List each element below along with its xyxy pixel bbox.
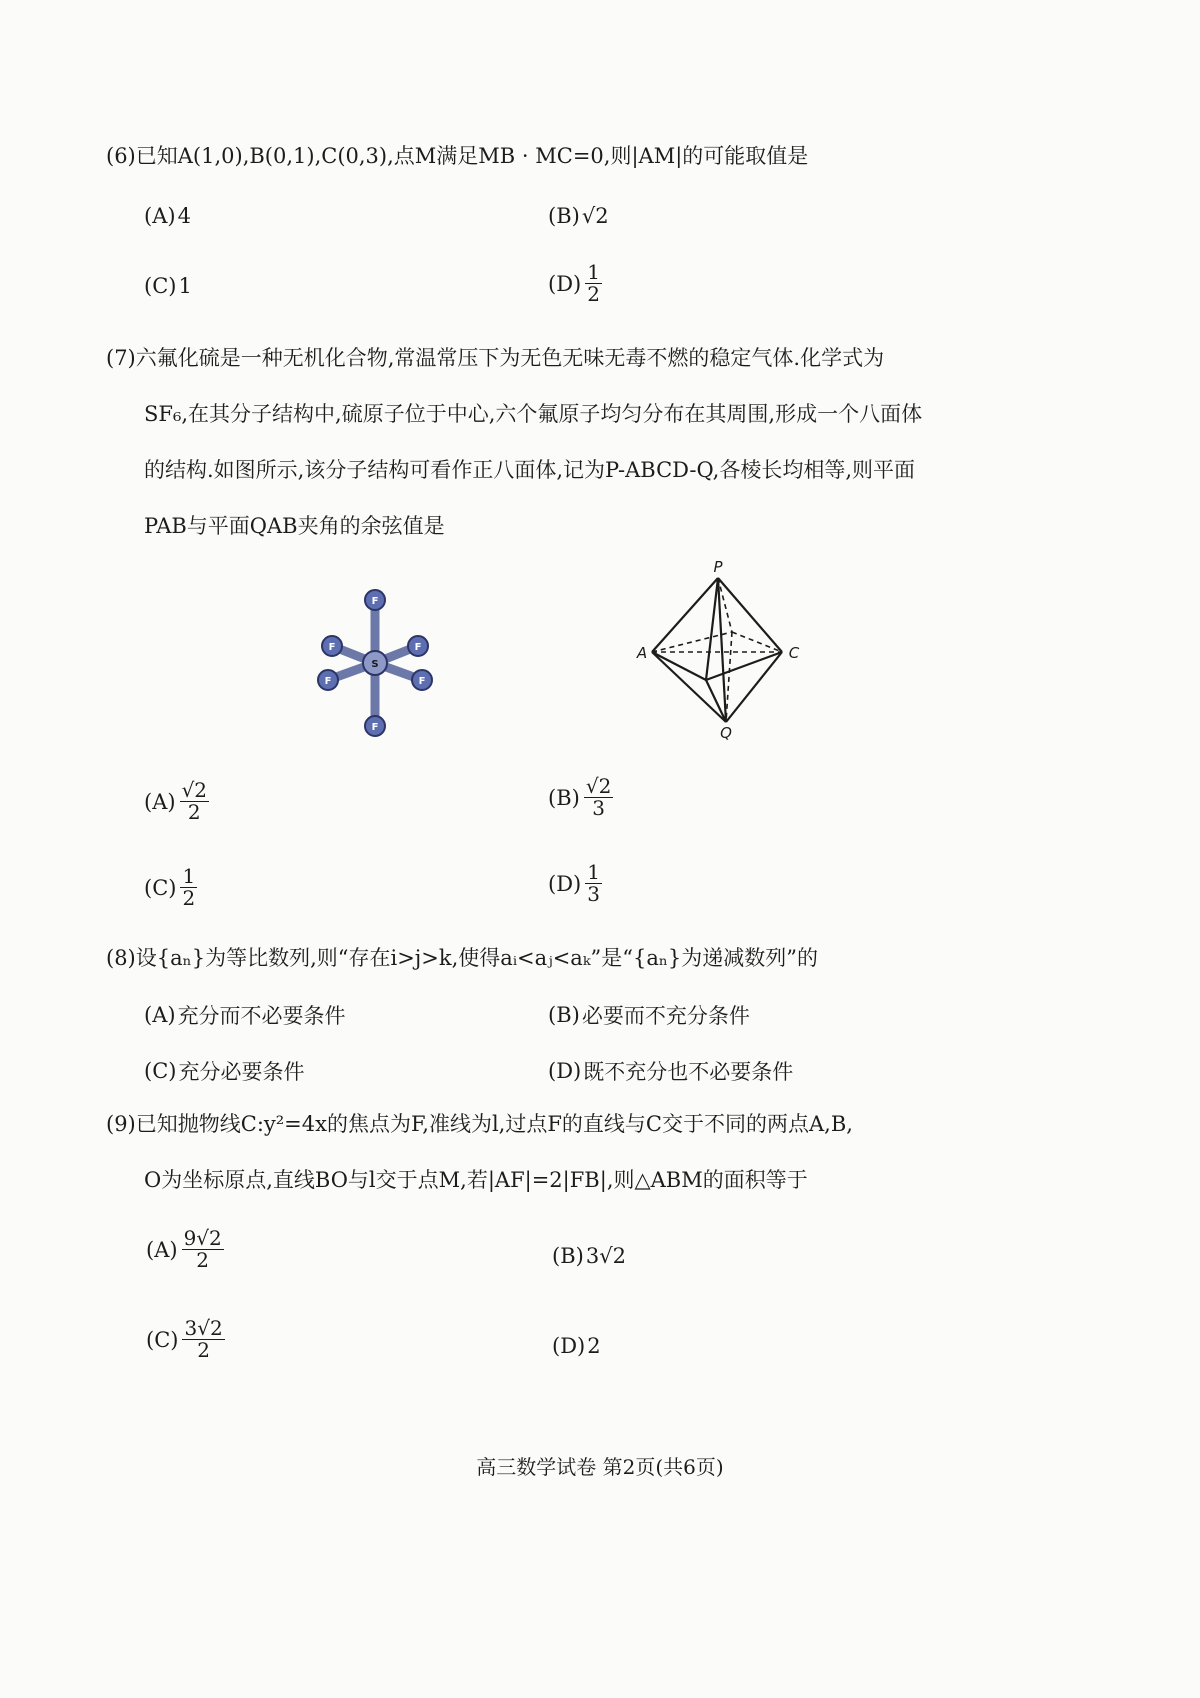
svg-text:C: C xyxy=(788,644,800,662)
question-7-line-3: 的结构.如图所示,该分子结构可看作正八面体,记为P-ABCD-Q,各棱长均相等,则平面 xyxy=(144,458,915,482)
fraction: $\frac{9√2}{2}$ xyxy=(183,1226,222,1272)
q9-option-a[interactable]: (A) $\frac{9√2}{2}$ xyxy=(146,1226,222,1272)
fraction: $\frac{1}{3}$ xyxy=(587,860,600,906)
fraction: $\frac{1}{2}$ xyxy=(182,864,196,910)
q6-option-a[interactable]: (A) 4 xyxy=(144,204,191,228)
q8-option-d[interactable]: (D) 既不充分也不必要条件 xyxy=(548,1059,794,1084)
q7-option-b[interactable]: (B) $\frac{√2}{3}$ xyxy=(548,774,612,820)
svg-text:Q: Q xyxy=(720,724,732,740)
question-9 xyxy=(106,1096,853,1208)
question-9-line-2: O为坐标原点,直线BO与l交于点M,若|AF|=2|FB|,则△ABM的面积等于 xyxy=(144,1168,808,1192)
svg-text:F: F xyxy=(328,642,336,653)
q8-option-c[interactable]: (C) 充分必要条件 xyxy=(144,1059,305,1084)
q6-option-d[interactable]: (D) $\frac{1}{2}$ xyxy=(548,260,600,306)
q6-option-c[interactable]: (C) 1 xyxy=(144,274,192,298)
question-7 xyxy=(106,330,922,554)
svg-text:F: F xyxy=(324,676,332,687)
svg-text:F: F xyxy=(371,722,379,733)
q9-option-c[interactable]: (C) $\frac{3√2}{2}$ xyxy=(146,1316,223,1362)
octahedron-figure xyxy=(628,560,808,740)
q7-option-c[interactable]: (C) $\frac{1}{2}$ xyxy=(144,864,196,910)
sf6-molecule-figure xyxy=(310,588,450,738)
question-9-line-1: (9)已知抛物线C:y²=4x的焦点为F,准线为l,过点F的直线与C交于不同的两点A,B, xyxy=(106,1112,853,1136)
q9-option-d[interactable]: (D) 2 xyxy=(552,1334,601,1358)
question-7-line-2: SF₆,在其分子结构中,硫原子位于中心,六个氟原子均匀分布在其周围,形成一个八面体 xyxy=(144,402,923,426)
question-8 xyxy=(106,930,818,986)
fraction: $\frac{3√2}{2}$ xyxy=(184,1316,223,1362)
svg-text:F: F xyxy=(371,596,379,607)
svg-text:A: A xyxy=(636,644,648,662)
question-6 xyxy=(106,128,808,184)
q7-option-d[interactable]: (D) $\frac{1}{3}$ xyxy=(548,860,600,906)
question-7-line-1: (7)六氟化硫是一种无机化合物,常温常压下为无色无味无毒不燃的稳定气体.化学式为 xyxy=(106,346,885,370)
fraction: $\frac{√2}{2}$ xyxy=(181,778,208,824)
question-7-line-4: PAB与平面QAB夹角的余弦值是 xyxy=(144,514,445,538)
fraction: $\frac{√2}{3}$ xyxy=(585,774,612,820)
q7-option-a[interactable]: (A) $\frac{√2}{2}$ xyxy=(144,778,208,824)
fraction: $\frac{1}{2}$ xyxy=(587,260,600,306)
question-8-stem: (8)设{aₙ}为等比数列,则“存在i>j>k,使得aᵢ<aⱼ<aₖ”是“{aₙ}为递减数列”的 xyxy=(106,946,819,970)
q8-option-a[interactable]: (A) 充分而不必要条件 xyxy=(144,1003,346,1028)
svg-text:F: F xyxy=(414,642,422,653)
page-footer: 高三数学试卷 第2页(共6页) xyxy=(476,1455,724,1479)
q9-option-b[interactable]: (B) 3√2 xyxy=(552,1244,626,1268)
svg-text:P: P xyxy=(713,560,723,576)
svg-text:S: S xyxy=(371,659,379,670)
question-6-stem: (6)已知A(1,0),B(0,1),C(0,3),点M满足MB · MC=0,则|AM|的可能取值是 xyxy=(106,144,809,168)
svg-text:F: F xyxy=(418,676,426,687)
q8-option-b[interactable]: (B) 必要而不充分条件 xyxy=(548,1003,750,1028)
q6-option-b[interactable]: (B) √2 xyxy=(548,204,609,228)
